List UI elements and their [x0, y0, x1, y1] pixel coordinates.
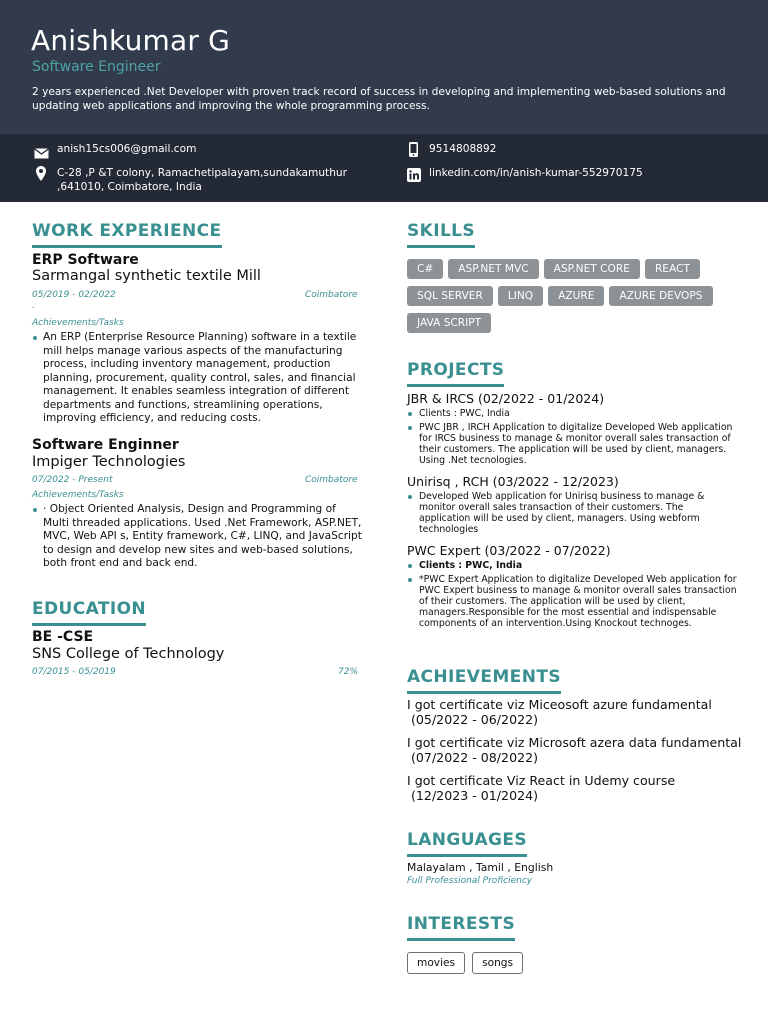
- profile-summary: 2 years experienced .Net Developer with proven track record of success in developing and implementing web-based solutions and updating web applications and improving the whole programming process.: [32, 86, 726, 112]
- education-dates: 07/2015 - 05/2019: [32, 667, 116, 677]
- envelope-icon: [34, 144, 49, 163]
- achievement-item: I got certificate viz Miceosoft azure fundamental (05/2022 - 06/2022): [407, 697, 712, 727]
- education-school: SNS College of Technology: [32, 646, 225, 662]
- skill-tag: SQL SERVER: [407, 286, 493, 306]
- list-item: · Object Oriented Analysis, Design and Programming of Multi threaded applications. Used .Net Framework, ASP.NET, MVC, Web API s, Entity framework, C#, LINQ, and JavaScript to design and develop new sites and web-based solutions, both front end and back end.: [32, 503, 364, 571]
- project-title: JBR & IRCS (02/2022 - 01/2024): [407, 391, 605, 406]
- job-location: Coimbatore: [305, 475, 358, 485]
- contact-email[interactable]: anish15cs006@gmail.com: [57, 143, 197, 155]
- linkedin-icon: [407, 167, 421, 186]
- languages-proficiency: Full Professional Proficiency: [407, 876, 533, 886]
- candidate-role: Software Engineer: [32, 59, 161, 75]
- project-bullets: [407, 560, 737, 629]
- job-position: Software Enginner: [32, 437, 179, 453]
- languages-heading: LANGUAGES: [407, 830, 527, 857]
- interests-heading: INTERESTS: [407, 914, 515, 941]
- list-item: An ERP (Enterprise Resource Planning) software in a textile mill helps manage various aspects of the manufacturing process, including inventory management, production planning, procurement, quality control, sales, and financial management. It enables seamless integration of different departments and functions, streamlining operations, improving efficiency, and reducing costs.: [32, 331, 364, 426]
- resume-header: [0, 0, 768, 134]
- phone-icon: [409, 142, 418, 161]
- skills-list: [407, 257, 737, 338]
- candidate-name: Anishkumar G: [31, 24, 231, 57]
- interest-tag: movies: [407, 952, 465, 974]
- job-dates: 05/2019 - 02/2022: [32, 290, 116, 300]
- achievement-item: I got certificate Viz React in Udemy course (12/2023 - 01/2024): [407, 773, 676, 803]
- list-item: Clients : PWC, India: [407, 560, 737, 571]
- job-company: Impiger Technologies: [32, 454, 186, 470]
- job-dates: 07/2022 - Present: [32, 475, 113, 485]
- list-item: PWC JBR , IRCH Application to digitalize Developed Web application for IRCS business to manage & monitor overall sales transaction of their customers. The application will be used by client, managers. Using .Net tecnologies.: [407, 422, 737, 466]
- work-experience-heading: WORK EXPERIENCE: [32, 221, 222, 248]
- skill-tag: LINQ: [498, 286, 543, 306]
- skill-tag: ASP.NET CORE: [544, 259, 640, 279]
- contact-bar: [0, 134, 768, 202]
- list-item: Clients : PWC, India: [407, 408, 737, 419]
- achievements-tasks-label: Achievements/Tasks: [32, 490, 124, 500]
- education-degree: BE -CSE: [32, 629, 94, 645]
- job-position: ERP Software: [32, 252, 139, 268]
- projects-heading: PROJECTS: [407, 360, 504, 387]
- skills-heading: SKILLS: [407, 221, 475, 248]
- education-heading: EDUCATION: [32, 599, 146, 626]
- skill-tag: AZURE: [548, 286, 604, 306]
- skill-tag: C#: [407, 259, 443, 279]
- achievements-tasks-label: Achievements/Tasks: [32, 318, 124, 328]
- skill-tag: JAVA SCRIPT: [407, 313, 491, 333]
- job-bullets: [32, 331, 364, 426]
- interest-tag: songs: [472, 952, 523, 974]
- job-company: Sarmangal synthetic textile Mill: [32, 268, 261, 284]
- achievements-heading: ACHIEVEMENTS: [407, 667, 561, 694]
- contact-linkedin[interactable]: linkedin.com/in/anish-kumar-552970175: [429, 167, 643, 179]
- list-item: Developed Web application for Unirisq business to manage & monitor overall sales transaction of their customers. The application will be used by client, managers. Using webform technologies: [407, 491, 737, 535]
- project-bullets: [407, 491, 737, 535]
- list-item: *PWC Expert Application to digitalize Developed Web application for PWC Expert business to manage & monitor overall sales transaction of their customers. The application will be used by client, managers.Responsible for the most essential and indispensable components of an intervention.Using Knockout technoges.: [407, 574, 737, 629]
- skill-tag: ASP.NET MVC: [448, 259, 538, 279]
- skill-tag: AZURE DEVOPS: [609, 286, 712, 306]
- job-location: Coimbatore: [305, 290, 358, 300]
- education-grade: 72%: [338, 667, 359, 677]
- project-title: PWC Expert (03/2022 - 07/2022): [407, 543, 611, 558]
- achievement-item: I got certificate viz Microsoft azera data fundamental (07/2022 - 08/2022): [407, 735, 742, 765]
- project-title: Unirisq , RCH (03/2022 - 12/2023): [407, 474, 619, 489]
- contact-address: C-28 ,P &T colony, Ramachetipalayam,sundakamuthur ,641010, Coimbatore, India: [57, 167, 347, 193]
- location-pin-icon: [36, 166, 46, 185]
- contact-phone[interactable]: 9514808892: [429, 143, 497, 155]
- interests-list: [407, 951, 530, 974]
- job-bullets: [32, 503, 364, 571]
- project-bullets: [407, 408, 737, 466]
- languages-value: Malayalam , Tamil , English: [407, 861, 554, 874]
- job-dot: .: [32, 301, 35, 311]
- skill-tag: REACT: [645, 259, 700, 279]
